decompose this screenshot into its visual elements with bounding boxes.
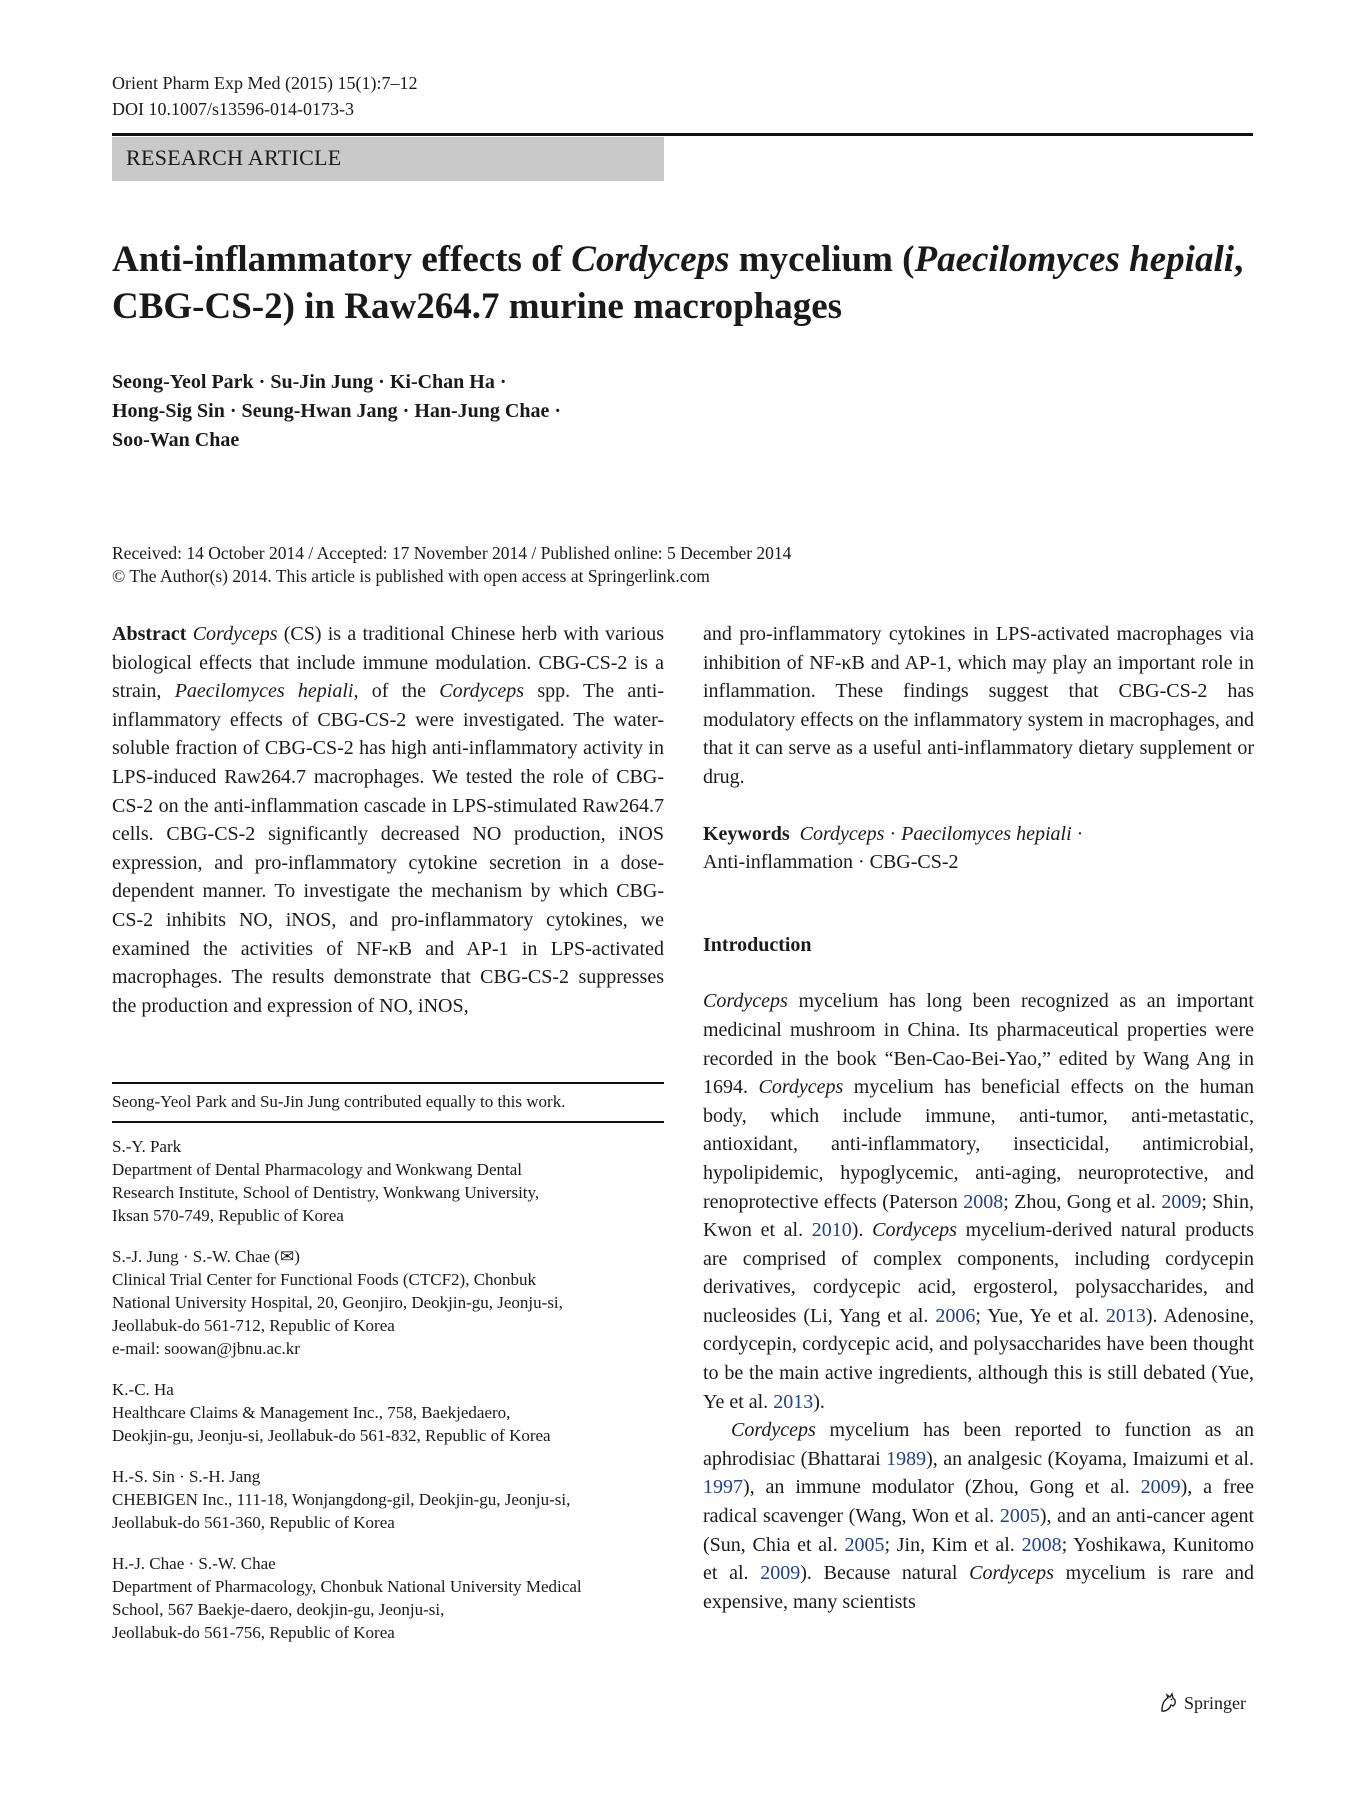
- introduction-paragraph-1: [703, 987, 1254, 1416]
- article-type-banner: [112, 137, 664, 181]
- journal-header: [112, 70, 417, 122]
- author-list: [112, 368, 561, 455]
- citation-year-link[interactable]: 2006: [935, 1304, 976, 1327]
- text-run: ), an analgesic (Koyama, Imaizumi et al.: [926, 1447, 1254, 1470]
- text-run: Cordyceps: [872, 1219, 957, 1242]
- affiliation-line: School, 567 Baekje-daero, deokjin-gu, Jeonju-si,: [112, 1600, 445, 1619]
- text-run: mycelium has beneficial effects on the human body, which include immune, anti-tumor, anti-metastatic, antioxidant, anti-inflammatory, insecticidal, antimicrobial, hypolipidemic, hypoglycemic, anti-aging, neuroprotective, and renoprotective effects (Paterson: [703, 1076, 1255, 1213]
- received-accepted: Received: 14 October 2014 / Accepted: 17 November 2014 / Published online: 5 December 2014: [112, 543, 792, 563]
- citation-year-link[interactable]: 2008: [963, 1190, 1004, 1213]
- article-title: Anti-inflammatory effects of Cordyceps mycelium (Paecilomyces hepiali, CBG-CS-2) in Raw264.7 murine macrophages: [112, 239, 1244, 327]
- affiliation-line: Healthcare Claims & Management Inc., 758, Baekjedaero,: [112, 1403, 511, 1422]
- text-run: ), and an anti-cancer agent (Sun, Chia et al.: [703, 1505, 1255, 1556]
- citation-year-link[interactable]: 2005: [999, 1505, 1040, 1528]
- text-run: mycelium has been reported to function as an aphrodisiac (Bhattarai: [703, 1419, 1254, 1470]
- affiliation-block: [112, 1378, 664, 1447]
- text-run: Cordyceps: [731, 1419, 816, 1442]
- affiliation-block: [112, 1135, 664, 1227]
- affiliation-line: National University Hospital, 20, Geonjiro, Deokjin-gu, Jeonju-si,: [112, 1293, 563, 1312]
- text-run: ).: [851, 1219, 873, 1242]
- citation-year-link[interactable]: 2009: [760, 1562, 801, 1585]
- left-column: [112, 620, 664, 1020]
- footnote-block: [112, 1082, 664, 1644]
- affiliation-line: Jeollabuk-do 561-712, Republic of Korea: [112, 1316, 395, 1335]
- keywords-label: Keywords: [703, 822, 790, 845]
- affiliations: [112, 1135, 664, 1644]
- affiliation-block: [112, 1465, 664, 1534]
- author-line-1: Seong-Yeol Park · Su-Jin Jung · Ki-Chan Ha ·: [112, 371, 507, 393]
- right-column: [703, 620, 1254, 1616]
- keywords: Keywords Cordyceps · Paecilomyces hepiali · Anti-inflammation · CBG-CS-2: [703, 822, 1084, 874]
- affiliation-block: [112, 1245, 664, 1360]
- citation-year-link[interactable]: 2013: [1105, 1304, 1146, 1327]
- publisher-logo: [1158, 1692, 1246, 1714]
- publication-dates: [112, 542, 791, 588]
- text-run: mycelium-derived natural products are comprised of complex components, including cordycepin derivatives, cordycepic acid, ergosterol, polysaccharides, and nucleosides (Li, Yang et al.: [703, 1219, 1254, 1327]
- doi: DOI 10.1007/s13596-014-0173-3: [112, 99, 354, 119]
- journal-citation: Orient Pharm Exp Med (2015) 15(1):7–12: [112, 73, 418, 93]
- article-type: RESEARCH ARTICLE: [126, 145, 342, 170]
- text-run: ). Adenosine, cordycepin, cordycepic acid, and polysaccharides have been thought to be the main active ingredients, although this is still debated (Yue, Ye et al.: [703, 1304, 1254, 1413]
- text-run: ). Because natural: [800, 1562, 970, 1585]
- citation-year-link[interactable]: 1997: [703, 1476, 743, 1499]
- text-run: Cordyceps: [969, 1562, 1054, 1585]
- text-run: ; Jin, Kim et al.: [884, 1533, 1022, 1556]
- author-line-2: Hong-Sig Sin · Seung-Hwan Jang · Han-Jung Chae ·: [112, 400, 562, 422]
- text-run: ; Yue, Ye et al.: [975, 1304, 1106, 1327]
- abstract-continued: and pro-inflammatory cytokines in LPS-activated macrophages via inhibition of NF-κB and AP-1, which may play an important role in inflammation. These findings suggest that CBG-CS-2 has modulatory effects on the inflammatory system in macrophages, and that it can serve as a useful anti-inflammatory dietary supplement or drug.: [703, 623, 1254, 788]
- affiliation-line: Research Institute, School of Dentistry, Wonkwang University,: [112, 1183, 540, 1202]
- citation-year-link[interactable]: 2010: [811, 1219, 852, 1242]
- springer-horse-icon: [1158, 1692, 1180, 1714]
- abstract: Abstract Cordyceps (CS) is a traditional Chinese herb with various biological effects that include immune modulation. CBG-CS-2 is a strain, Paecilomyces hepiali, of the Cordyceps spp. The anti-inflammatory effects of CBG-CS-2 were investigated. The water-soluble fraction of CBG-CS-2 has high anti-inflammatory activity in LPS-induced Raw264.7 macrophages. We tested the role of CBG-CS-2 on the anti-inflammation cascade in LPS-stimulated Raw264.7 cells. CBG-CS-2 significantly decreased NO production, iNOS expression, and pro-inflammatory cytokine secretion in a dose-dependent manner. To investigate the mechanism by which CBG-CS-2 inhibits NO, iNOS, and pro-inflammatory cytokines, we examined the activities of NF-κB and AP-1 in LPS-activated macrophages. The results demonstrate that CBG-CS-2 suppresses the production and expression of NO, iNOS,: [112, 623, 665, 1017]
- introduction-heading: Introduction: [703, 933, 812, 956]
- text-run: ; Zhou, Gong et al.: [1003, 1190, 1162, 1213]
- affiliation-line: Department of Pharmacology, Chonbuk National University Medical: [112, 1577, 582, 1596]
- citation-year-link[interactable]: 1989: [886, 1447, 927, 1470]
- affiliation-line: Jeollabuk-do 561-756, Republic of Korea: [112, 1623, 395, 1642]
- affiliation-names: S.-J. Jung · S.-W. Chae (✉): [112, 1247, 300, 1266]
- text-run: Cordyceps: [758, 1076, 844, 1099]
- text-run: ), a free radical scavenger (Wang, Won et al.: [703, 1476, 1254, 1528]
- text-run: ; Yoshikawa, Kunitomo et al.: [703, 1533, 1254, 1585]
- affiliation-names: H.-S. Sin · S.-H. Jang: [112, 1467, 261, 1486]
- abstract-label: Abstract: [112, 623, 187, 645]
- text-run: ; Shin, Kwon et al.: [703, 1190, 1254, 1242]
- citation-year-link[interactable]: 2009: [1140, 1476, 1181, 1499]
- affiliation-line: e-mail: soowan@jbnu.ac.kr: [112, 1339, 300, 1358]
- affiliation-line: CHEBIGEN Inc., 111-18, Wonjangdong-gil, Deokjin-gu, Jeonju-si,: [112, 1490, 571, 1509]
- affiliation-names: H.-J. Chae · S.-W. Chae: [112, 1554, 276, 1573]
- affiliation-line: Deokjin-gu, Jeonju-si, Jeollabuk-do 561-832, Republic of Korea: [112, 1426, 551, 1445]
- text-run: ).: [813, 1390, 825, 1413]
- affiliation-names: K.-C. Ha: [112, 1380, 174, 1399]
- citation-year-link[interactable]: 2005: [844, 1533, 885, 1556]
- affiliation-names: S.-Y. Park: [112, 1137, 182, 1156]
- equal-contribution-note: Seong-Yeol Park and Su-Jin Jung contributed equally to this work.: [112, 1084, 664, 1123]
- affiliation-line: Department of Dental Pharmacology and Wonkwang Dental: [112, 1160, 522, 1179]
- affiliation-line: Clinical Trial Center for Functional Foods (CTCF2), Chonbuk: [112, 1270, 537, 1289]
- affiliation-line: Iksan 570-749, Republic of Korea: [112, 1206, 344, 1225]
- citation-year-link[interactable]: 2013: [773, 1390, 814, 1413]
- text-run: Cordyceps: [703, 990, 788, 1013]
- text-run: mycelium is rare and expensive, many scientists: [703, 1562, 1254, 1613]
- affiliation-line: Jeollabuk-do 561-360, Republic of Korea: [112, 1513, 395, 1532]
- introduction-paragraph-2: [703, 1416, 1254, 1616]
- citation-year-link[interactable]: 2009: [1161, 1190, 1202, 1213]
- text-run: ), an immune modulator (Zhou, Gong et al.: [743, 1476, 1141, 1499]
- affiliation-block: [112, 1552, 664, 1644]
- publisher-name: Springer: [1184, 1692, 1246, 1713]
- citation-year-link[interactable]: 2008: [1021, 1533, 1062, 1556]
- author-line-3: Soo-Wan Chae: [112, 429, 240, 451]
- text-run: mycelium has long been recognized as an important medicinal mushroom in China. Its pharmaceutical properties were recorded in the book “Ben-Cao-Bei-Yao,” edited by Wang Ang in 1694.: [703, 990, 1254, 1099]
- header-rule: [112, 133, 1253, 136]
- copyright-line: © The Author(s) 2014. This article is published with open access at Springerlink.com: [112, 566, 710, 586]
